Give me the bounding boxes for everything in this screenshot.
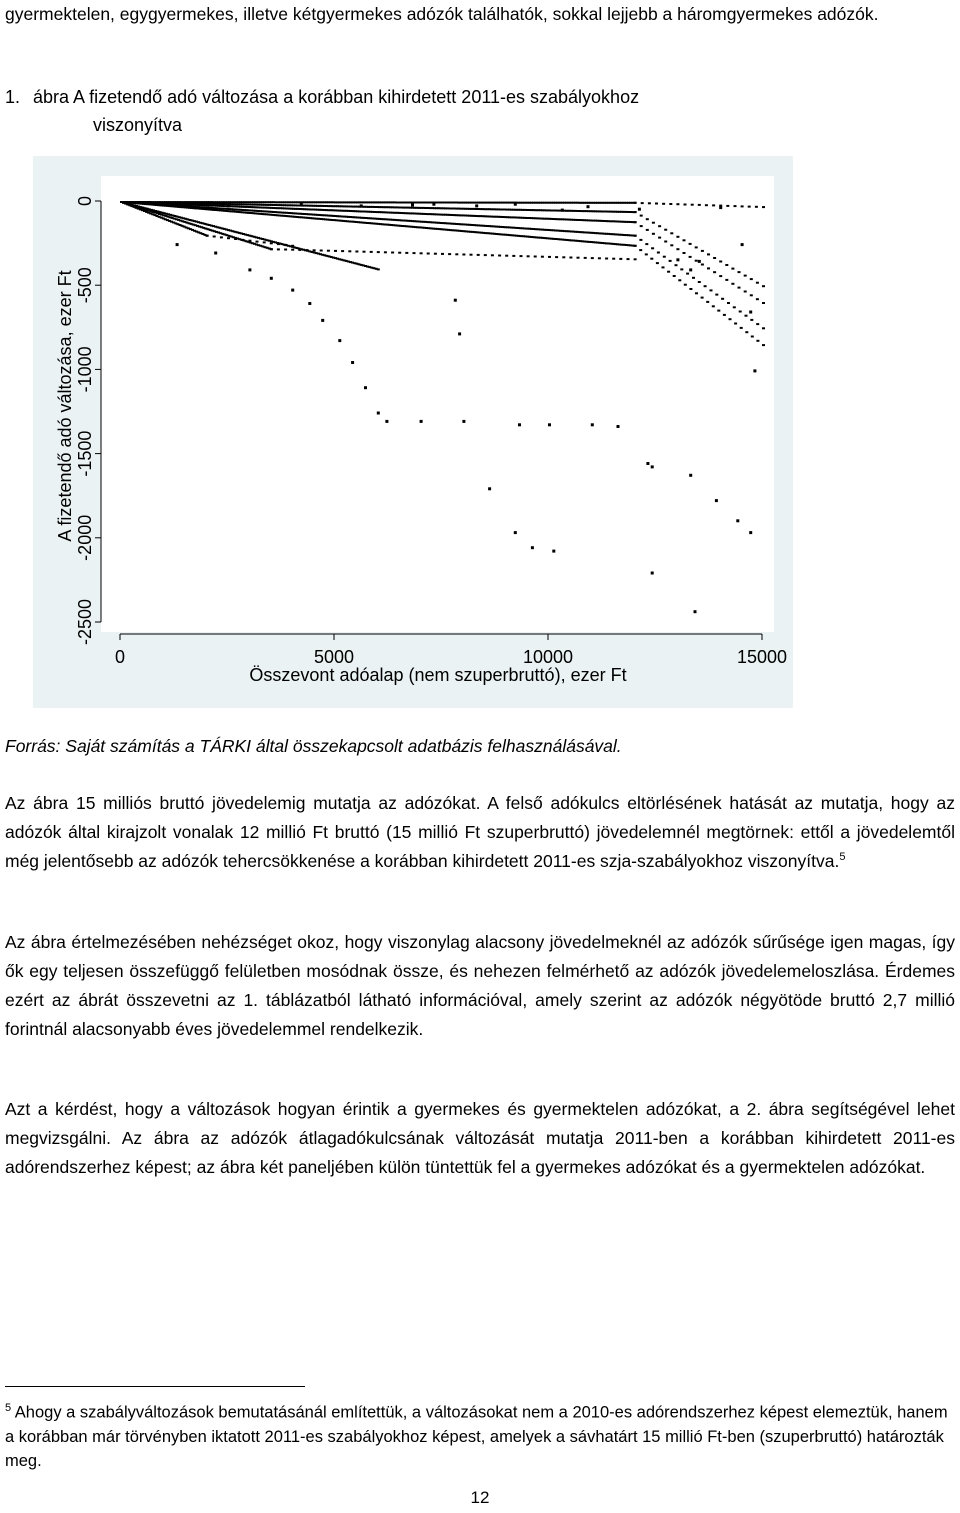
- figure-title-line1: ábra A fizetendő adó változása a korábban kihirdetett 2011-es szabályokhoz: [33, 87, 640, 107]
- y-tick-label: -1500: [75, 430, 95, 477]
- data-point: [751, 336, 754, 338]
- data-point: [715, 499, 718, 502]
- data-point: [477, 254, 480, 256]
- data-point: [651, 572, 654, 575]
- data-point: [441, 253, 444, 255]
- data-point: [514, 531, 517, 534]
- chart-svg: [33, 156, 793, 708]
- data-point: [756, 298, 759, 300]
- data-point: [756, 282, 759, 284]
- data-point: [327, 250, 330, 252]
- footnote-text: Ahogy a szabályváltozások bemutatásánál említettük, a változásokat nem a 2010-es adórendszerhez képest elemeztük, hanem a korábban már törvényben iktatott 2011-es szabályokhoz képest, amelyek a sávhatárt 15 millió Ft-ben (szuperbruttó) határozták meg.: [5, 1403, 948, 1470]
- intro-paragraph: gyermektelen, egygyermekes, illetve kétgyermekes adózók találhatók, sokkal lejjebb a háromgyermekes adózók.: [5, 4, 879, 24]
- data-point: [227, 204, 230, 207]
- data-point: [634, 235, 637, 237]
- data-point: [627, 258, 630, 260]
- data-point: [640, 225, 643, 227]
- data-point: [377, 268, 380, 270]
- data-point: [377, 251, 380, 253]
- data-point: [171, 203, 174, 206]
- data-point: [284, 249, 287, 251]
- data-point: [736, 519, 739, 522]
- data-point: [338, 339, 341, 342]
- data-point: [756, 340, 759, 342]
- data-point: [569, 257, 572, 259]
- data-point: [612, 258, 615, 260]
- data-point: [692, 277, 695, 279]
- data-point: [750, 278, 753, 280]
- data-point: [484, 254, 487, 256]
- data-point: [721, 298, 724, 300]
- data-point: [334, 250, 337, 252]
- data-point: [670, 244, 673, 246]
- data-point: [691, 204, 694, 206]
- data-point: [651, 465, 654, 468]
- y-tick-label: -1000: [75, 346, 95, 393]
- data-point: [577, 257, 580, 259]
- data-point: [370, 251, 373, 253]
- data-point: [739, 311, 742, 313]
- data-point: [650, 258, 653, 260]
- data-point: [664, 241, 667, 243]
- data-point: [277, 248, 280, 250]
- data-point: [741, 205, 744, 207]
- data-point: [527, 255, 530, 257]
- data-point: [689, 243, 692, 245]
- data-point: [676, 236, 679, 238]
- x-tick-label: 5000: [313, 647, 355, 667]
- data-point: [639, 239, 642, 241]
- data-point: [520, 255, 523, 257]
- data-point: [695, 292, 698, 294]
- data-point: [248, 240, 251, 242]
- data-point: [398, 252, 401, 254]
- data-point: [719, 275, 722, 277]
- data-point: [518, 423, 521, 426]
- data-point: [657, 252, 660, 254]
- data-point: [220, 236, 223, 238]
- data-point: [405, 252, 408, 254]
- data-point: [475, 204, 478, 207]
- data-point: [664, 229, 667, 231]
- data-point: [534, 256, 537, 258]
- x-tick-label: 15000: [736, 647, 788, 667]
- data-point: [646, 462, 649, 465]
- data-point: [227, 237, 230, 239]
- data-point: [214, 252, 217, 255]
- data-point: [638, 208, 641, 211]
- data-point: [355, 251, 358, 253]
- y-tick-label: -2000: [75, 514, 95, 561]
- data-point: [514, 203, 517, 206]
- data-point: [561, 209, 564, 212]
- footnote-reference[interactable]: 5: [839, 851, 846, 864]
- data-point: [505, 255, 508, 257]
- y-tick-label: -500: [75, 267, 95, 304]
- data-point: [634, 245, 637, 247]
- data-point: [713, 257, 716, 259]
- data-point: [548, 423, 551, 426]
- data-point: [738, 287, 741, 289]
- data-point: [707, 253, 710, 255]
- footnote: [5, 1396, 955, 1473]
- data-point: [689, 256, 692, 258]
- data-point: [684, 204, 687, 206]
- data-point: [651, 247, 654, 249]
- data-point: [705, 204, 708, 206]
- data-point: [634, 202, 637, 204]
- data-point: [727, 302, 730, 304]
- data-point: [713, 271, 716, 273]
- data-point: [738, 271, 741, 273]
- data-point: [645, 253, 648, 255]
- data-point: [701, 297, 704, 299]
- data-point: [719, 206, 722, 209]
- data-point: [234, 238, 237, 240]
- data-point: [662, 203, 665, 205]
- data-point: [458, 332, 461, 335]
- data-point: [413, 252, 416, 254]
- x-tick-label: 0: [114, 647, 126, 667]
- data-point: [701, 264, 704, 266]
- data-point: [655, 203, 658, 205]
- data-point: [762, 327, 765, 329]
- figure-title: [5, 83, 905, 139]
- data-point: [740, 327, 743, 329]
- data-point: [270, 277, 273, 280]
- data-point: [498, 255, 501, 257]
- data-point: [662, 266, 665, 268]
- data-point: [256, 241, 259, 243]
- data-point: [341, 250, 344, 252]
- data-point: [712, 204, 715, 206]
- paragraph-2: Az ábra értelmezésében nehézséget okoz, hogy viszonylag alacsony jövedelmeknél az adózók sűrűsége igen magas, így ők egy teljesen összefüggő felületben mosódnak össze, és nehezen felmérhető az adózók jövedelemeloszlása. Érdemes ezért az ábrát összevetni az 1. táblázatból látható információval, amely szerint az adózók négyötöde bruttó 2,7 millió forintnál alacsonyabb éves jövedelemmel rendelkezik.: [5, 932, 955, 1039]
- paragraph-1: [5, 789, 955, 876]
- data-point: [605, 258, 608, 260]
- data-point: [745, 331, 748, 333]
- data-point: [291, 289, 294, 292]
- data-point: [741, 243, 744, 246]
- data-point: [300, 202, 303, 205]
- data-point: [634, 211, 637, 213]
- data-point: [420, 252, 423, 254]
- data-point: [762, 285, 765, 287]
- data-point: [749, 531, 752, 534]
- data-point: [291, 249, 294, 251]
- data-point: [454, 299, 457, 302]
- data-point: [411, 204, 414, 207]
- data-point: [734, 323, 737, 325]
- data-point: [750, 294, 753, 296]
- data-point: [707, 267, 710, 269]
- data-point: [552, 550, 555, 553]
- data-point: [432, 203, 435, 206]
- y-axis-label: A fizetendő adó változása, ezer Ft: [55, 270, 75, 542]
- data-point: [689, 288, 692, 290]
- data-point: [641, 202, 644, 204]
- y-tick-label: 0: [75, 195, 95, 207]
- data-point: [712, 305, 715, 307]
- data-point: [658, 237, 661, 239]
- x-tick-label: 10000: [522, 647, 574, 667]
- data-point: [639, 249, 642, 251]
- data-point: [640, 215, 643, 217]
- data-point: [673, 275, 676, 277]
- data-point: [729, 318, 732, 320]
- data-point: [263, 241, 266, 243]
- data-point: [562, 256, 565, 258]
- figure-number: 1.: [5, 87, 21, 107]
- data-point: [756, 323, 759, 325]
- y-tick-label: -2500: [75, 598, 95, 646]
- data-point: [683, 239, 686, 241]
- page-number: 12: [470, 1488, 490, 1507]
- data-point: [213, 236, 216, 238]
- data-point: [698, 204, 701, 206]
- data-point: [391, 252, 394, 254]
- data-point: [308, 302, 311, 305]
- data-point: [634, 258, 637, 260]
- data-point: [669, 260, 672, 262]
- data-point: [689, 268, 692, 271]
- data-point: [731, 268, 734, 270]
- data-point: [206, 235, 209, 237]
- data-point: [689, 474, 692, 477]
- data-point: [587, 205, 590, 208]
- data-point: [684, 284, 687, 286]
- data-point: [734, 205, 737, 207]
- data-point: [663, 256, 666, 258]
- data-point: [652, 233, 655, 235]
- data-point: [695, 260, 698, 262]
- data-point: [360, 204, 363, 207]
- data-point: [646, 218, 649, 220]
- data-point: [427, 253, 430, 255]
- data-point: [658, 225, 661, 227]
- data-point: [470, 254, 473, 256]
- data-point: [715, 294, 718, 296]
- data-point: [695, 246, 698, 248]
- data-point: [591, 423, 594, 426]
- data-point: [584, 257, 587, 259]
- data-point: [617, 425, 620, 428]
- data-point: [548, 256, 551, 258]
- data-point: [176, 243, 179, 246]
- data-point: [723, 314, 726, 316]
- data-point: [701, 250, 704, 252]
- data-point: [248, 268, 251, 271]
- data-point: [762, 206, 765, 208]
- data-point: [680, 268, 683, 270]
- data-point: [648, 202, 651, 204]
- data-point: [678, 279, 681, 281]
- x-axis-label: Összevont adóalap (nem szuperbruttó), ezer Ft: [249, 665, 627, 685]
- data-point: [320, 250, 323, 252]
- data-point: [675, 264, 678, 266]
- data-point: [646, 229, 649, 231]
- data-point: [462, 254, 465, 256]
- data-point: [683, 252, 686, 254]
- data-point: [755, 206, 758, 208]
- data-point: [377, 412, 380, 415]
- data-point: [748, 206, 751, 208]
- data-point: [669, 203, 672, 205]
- figure-title-line2: viszonyítva: [93, 115, 183, 135]
- data-point: [512, 255, 515, 257]
- data-point: [704, 285, 707, 287]
- data-point: [363, 251, 366, 253]
- paragraph-1-text: Az ábra 15 milliós bruttó jövedelemig mutatja az adózókat. A felső adókulcs eltörlésének hatását az mutatja, hogy az adózók által kirajzolt vonalak 12 millió Ft bruttó (15 millió Ft szuperbruttó) jövedelemnél megtörnek: ettől a jövedelemtől még jelentősebb az adózók tehercsökkenése a korábban kihirdetett 2011-es szja-szabályokhoz viszonyítva.: [5, 793, 955, 871]
- data-point: [725, 279, 728, 281]
- scatter-chart: [33, 156, 793, 708]
- data-point: [348, 250, 351, 252]
- data-point: [733, 306, 736, 308]
- data-point: [598, 257, 601, 259]
- data-point: [676, 203, 679, 205]
- data-point: [455, 253, 458, 255]
- data-point: [670, 232, 673, 234]
- data-point: [491, 254, 494, 256]
- data-point: [717, 310, 720, 312]
- paragraph-3: Azt a kérdést, hogy a változások hogyan érintik a gyermekes és gyermektelen adózókat, a 2. ábra segítségével lehet megvizsgálni. Az ábra az adózók átlagadókulcsának változását mutatja 2011-ben a korábban kihirdetett 2011-es adórendszerhez képest; az ábra két paneljében külön tüntettük fel a gyermekes adózókat és a gyermektelen adózókat.: [5, 1099, 955, 1177]
- data-point: [667, 271, 670, 273]
- data-point: [364, 386, 367, 389]
- data-point: [619, 258, 622, 260]
- data-point: [645, 243, 648, 245]
- data-point: [448, 253, 451, 255]
- data-point: [656, 262, 659, 264]
- data-point: [652, 222, 655, 224]
- data-point: [694, 610, 697, 613]
- data-point: [434, 253, 437, 255]
- footnote-number: 5: [5, 1402, 12, 1414]
- data-point: [698, 260, 701, 263]
- data-point: [726, 205, 729, 207]
- data-point: [725, 264, 728, 266]
- data-point: [462, 420, 465, 423]
- data-point: [634, 221, 637, 223]
- data-point: [241, 239, 244, 241]
- footnote-separator: [5, 1386, 305, 1387]
- data-point: [686, 273, 689, 275]
- data-point: [710, 289, 713, 291]
- data-point: [745, 315, 748, 317]
- data-point: [744, 275, 747, 277]
- data-point: [753, 369, 756, 372]
- data-point: [420, 420, 423, 423]
- data-point: [531, 546, 534, 549]
- data-point: [385, 420, 388, 423]
- data-point: [555, 256, 558, 258]
- data-point: [488, 487, 491, 490]
- data-point: [541, 256, 544, 258]
- data-point: [750, 319, 753, 321]
- data-point: [384, 251, 387, 253]
- data-point: [676, 258, 679, 261]
- data-point: [744, 291, 747, 293]
- data-point: [706, 301, 709, 303]
- data-point: [719, 261, 722, 263]
- data-point: [698, 281, 701, 283]
- data-point: [731, 283, 734, 285]
- data-point: [270, 248, 273, 250]
- data-point: [676, 248, 679, 250]
- data-point: [749, 311, 752, 314]
- data-point: [762, 344, 765, 346]
- data-point: [762, 302, 765, 304]
- data-point: [591, 257, 594, 259]
- data-point: [321, 319, 324, 322]
- figure-source: Forrás: Saját számítás a TÁRKI által összekapcsolt adatbázis felhasználásával.: [5, 736, 622, 756]
- data-point: [351, 361, 354, 364]
